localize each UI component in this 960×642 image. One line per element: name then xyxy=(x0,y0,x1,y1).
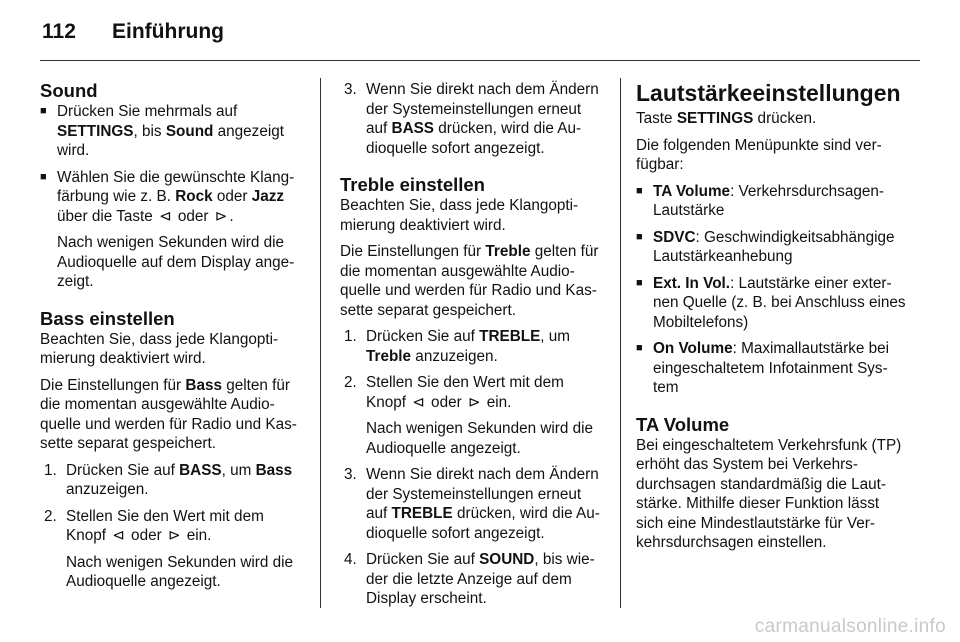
rock-term: Rock xyxy=(175,188,213,205)
volume-menu-intro: Die folgenden Menüpunkte sind verfügbar: xyxy=(636,136,882,173)
step-number: 2. xyxy=(344,374,357,391)
list-item xyxy=(340,465,604,543)
bass-heading: Bass einstellen xyxy=(40,307,175,329)
text: Drücken Sie auf xyxy=(66,461,180,479)
on-volume-term: On Volume xyxy=(653,340,733,357)
step-number: 1. xyxy=(344,328,357,345)
treble-term: Treble xyxy=(485,243,531,260)
text: Wenn Sie direkt nach dem Ändern der Systemeinstellungen erneut auf xyxy=(366,81,599,137)
text: Stellen Sie den Wert mit dem Knopf xyxy=(366,374,564,411)
sound-button-term: SOUND xyxy=(479,551,535,568)
treble-button-term: TREBLE xyxy=(479,328,541,345)
volume-heading: Lautstärkeeinstellungen xyxy=(636,80,901,106)
text: über die Taste xyxy=(57,207,158,225)
sound-list xyxy=(40,102,304,292)
ta-volume-term: TA Volume xyxy=(653,182,731,200)
text: oder xyxy=(212,188,252,205)
sound-note: Nach wenigen Sekunden wird die Audioquelle auf dem Display angezeigt. xyxy=(57,234,295,290)
column-3 xyxy=(636,80,906,560)
list-item xyxy=(40,168,304,292)
settings-term: SETTINGS xyxy=(57,122,134,140)
ta-volume-heading: TA Volume xyxy=(636,413,730,435)
step-number: 1. xyxy=(44,461,57,479)
sound-heading: Sound xyxy=(40,80,98,101)
header-rule xyxy=(40,60,920,61)
list-item xyxy=(636,339,906,398)
text: : Maximallautstärke bei eingeschaltetem Infotainment System xyxy=(653,340,890,396)
list-item xyxy=(636,182,906,221)
step-number: 3. xyxy=(344,466,357,483)
text: Drücken Sie mehrmals auf xyxy=(57,103,238,120)
text: , bis xyxy=(133,122,166,140)
treble-heading: Treble einstellen xyxy=(340,174,485,195)
bass-intro: Beachten Sie, dass jede Klangoptimierung deaktiviert wird. xyxy=(40,330,279,367)
bass-button-term: BASS xyxy=(391,120,435,137)
jazz-term: Jazz xyxy=(251,188,285,205)
settings-term: SETTINGS xyxy=(676,110,754,127)
text: : Lautstärke einer externen Quelle (z. B. bei Anschluss eines Mobiltelefons) xyxy=(653,274,906,331)
volume-intro xyxy=(636,109,906,129)
list-item xyxy=(340,373,604,458)
arrow-right-icon: ⊳ xyxy=(214,207,228,225)
text: oder xyxy=(126,527,166,544)
list-item xyxy=(40,461,304,500)
text: Wenn Sie direkt nach dem Ändern der Systemeinstellungen erneut auf xyxy=(366,466,599,522)
text: anzuzeigen. xyxy=(411,347,498,365)
arrow-left-icon: ⊲ xyxy=(159,207,172,225)
ext-in-vol-term: Ext. In Vol. xyxy=(653,274,731,292)
text: drücken, wird die Audioquelle sofort angezeigt. xyxy=(366,505,600,542)
treble-term: Treble xyxy=(366,347,412,365)
list-item xyxy=(636,274,906,333)
text: oder xyxy=(426,393,466,411)
text: : Verkehrsdurchsagen-Lautstärke xyxy=(653,182,884,219)
volume-menu-list xyxy=(636,182,906,398)
treble-scope xyxy=(340,242,604,320)
text: Drücken Sie auf xyxy=(366,328,480,345)
list-item xyxy=(340,80,604,158)
treble-steps xyxy=(340,327,604,609)
text: Wählen Sie die gewünschte Klangfärbung wie z. B. xyxy=(57,168,295,205)
ta-volume-text: Bei eingeschaltetem Verkehrsfunk (TP) erhöht das System bei Verkehrsdurchsagen standardmäßig die Lautstärke. Mithilfe dieser Funktion lässt sich eine Mindestlautstärke für Verkehrsdurchsagen einstellen. xyxy=(636,436,902,551)
treble-note: Nach wenigen Sekunden wird die Audioquelle angezeigt. xyxy=(366,420,594,457)
text: Drücken Sie auf xyxy=(366,551,480,568)
text: , um xyxy=(540,328,571,345)
arrow-left-icon: ⊲ xyxy=(112,527,125,544)
column-2 xyxy=(340,80,604,616)
sound-term: Sound xyxy=(165,122,214,140)
text: gelten für die momentan ausgewählte Audioquelle und werden für Radio und Kassette separat gespeichert. xyxy=(340,243,599,319)
step-number: 4. xyxy=(344,551,357,568)
page-header xyxy=(42,20,224,44)
bass-note: Nach wenigen Sekunden wird die Audioquelle angezeigt. xyxy=(66,553,294,590)
list-item xyxy=(40,102,304,161)
treble-intro: Beachten Sie, dass jede Klangoptimierung deaktiviert wird. xyxy=(340,197,579,234)
list-item xyxy=(340,327,604,366)
text: drücken. xyxy=(753,110,817,127)
text: ein. xyxy=(482,393,512,411)
text: ein. xyxy=(182,527,212,544)
list-item xyxy=(636,228,906,267)
page-title: Einführung xyxy=(112,20,224,43)
column-1 xyxy=(40,80,304,599)
sdvc-term: SDVC xyxy=(653,228,696,246)
treble-button-term: TREBLE xyxy=(391,505,453,522)
text: drücken, wird die Audioquelle sofort angezeigt. xyxy=(366,120,582,157)
text: : Geschwindigkeitsabhängige Lautstärkeanhebung xyxy=(653,228,895,265)
text: Die Einstellungen für xyxy=(340,243,486,260)
watermark: carmanualsonline.info xyxy=(754,616,946,637)
text: , um xyxy=(221,461,256,479)
bass-button-term: BASS xyxy=(179,461,222,479)
step-number: 3. xyxy=(344,81,357,98)
bass-term: Bass xyxy=(185,376,222,394)
list-item xyxy=(340,550,604,609)
bass-steps-continued xyxy=(340,80,604,158)
arrow-right-icon: ⊳ xyxy=(167,527,181,544)
column-divider-2 xyxy=(620,78,621,608)
arrow-right-icon: ⊳ xyxy=(467,393,481,411)
text: Stellen Sie den Wert mit dem Knopf xyxy=(66,507,264,544)
arrow-left-icon: ⊲ xyxy=(412,393,425,411)
text: . xyxy=(229,207,234,225)
text: , bis wieder die letzte Anzeige auf dem Display erscheint. xyxy=(366,551,595,607)
step-number: 2. xyxy=(44,507,57,525)
bass-term: Bass xyxy=(255,461,293,479)
list-item xyxy=(40,507,304,592)
text: Die Einstellungen für xyxy=(40,376,186,394)
column-divider-1 xyxy=(320,78,321,608)
text: oder xyxy=(173,207,213,225)
text: gelten für die momentan ausgewählte Audioquelle und werden für Radio und Kassette separat gespeichert. xyxy=(40,376,297,452)
text: anzuzeigen. xyxy=(66,481,149,498)
text: Taste xyxy=(636,110,677,127)
page-number: 112 xyxy=(42,20,76,43)
bass-steps xyxy=(40,461,304,592)
bass-scope xyxy=(40,376,304,454)
text: angezeigt wird. xyxy=(57,122,284,159)
